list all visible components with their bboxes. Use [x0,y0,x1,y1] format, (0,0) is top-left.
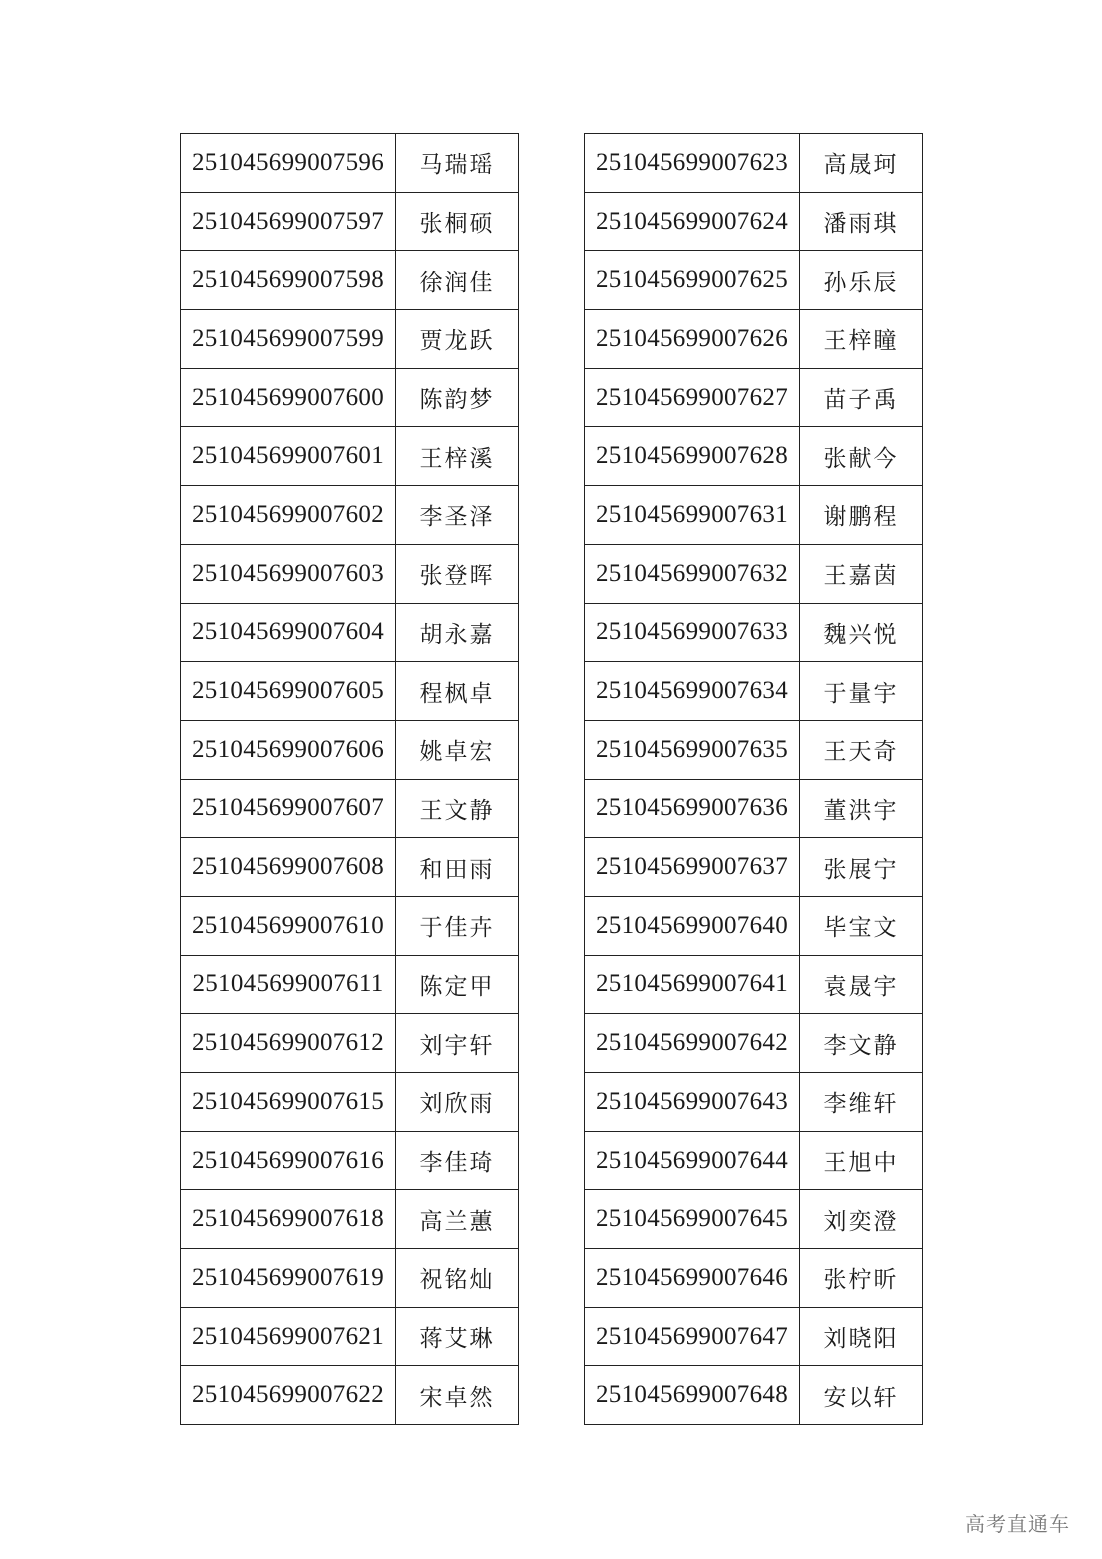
student-name-cell: 马瑞瑶 [396,134,519,193]
student-name-cell: 李圣泽 [396,486,519,545]
table-row [585,896,923,955]
candidate-id-cell: 251045699007597 [181,192,396,251]
candidate-id-cell: 251045699007625 [585,251,800,310]
student-name-cell: 张桐硕 [396,192,519,251]
watermark: 高考直通车 [965,1512,1070,1536]
table-row [181,1307,519,1366]
table-row [585,192,923,251]
student-name-cell: 于量宇 [800,662,923,721]
candidate-id-cell: 251045699007647 [585,1307,800,1366]
student-name-cell: 张献今 [800,427,923,486]
student-name-cell: 李文静 [800,1014,923,1073]
candidate-id-cell: 251045699007618 [181,1190,396,1249]
table-row [181,486,519,545]
student-name-cell: 魏兴悦 [800,603,923,662]
student-name-cell: 刘奕澄 [800,1190,923,1249]
student-name-cell: 潘雨琪 [800,192,923,251]
student-name-cell: 王嘉茵 [800,544,923,603]
student-name-cell: 李维轩 [800,1073,923,1132]
candidate-id-cell: 251045699007627 [585,368,800,427]
table-row [585,1249,923,1308]
candidate-id-cell: 251045699007621 [181,1307,396,1366]
table-row [181,368,519,427]
student-name-cell: 刘晓阳 [800,1307,923,1366]
table-row [181,838,519,897]
student-name-cell: 董洪宇 [800,779,923,838]
student-name-cell: 徐润佳 [396,251,519,310]
table-row [585,368,923,427]
table-row [181,134,519,193]
candidate-id-cell: 251045699007633 [585,603,800,662]
table-row [181,779,519,838]
student-table-left [180,133,519,1425]
candidate-id-cell: 251045699007631 [585,486,800,545]
student-name-cell: 于佳卉 [396,896,519,955]
table-row [585,779,923,838]
student-name-cell: 和田雨 [396,838,519,897]
table-row [181,192,519,251]
student-name-cell: 陈定甲 [396,955,519,1014]
candidate-id-cell: 251045699007641 [585,955,800,1014]
table-row [181,1190,519,1249]
table-row [585,1014,923,1073]
candidate-id-cell: 251045699007605 [181,662,396,721]
student-name-cell: 宋卓然 [396,1366,519,1425]
candidate-id-cell: 251045699007628 [585,427,800,486]
table-row [181,1131,519,1190]
table-row [181,310,519,369]
table-row [585,427,923,486]
table-row [585,544,923,603]
student-name-cell: 张登晖 [396,544,519,603]
candidate-id-cell: 251045699007646 [585,1249,800,1308]
candidate-id-cell: 251045699007623 [585,134,800,193]
table-row [181,427,519,486]
candidate-id-cell: 251045699007644 [585,1131,800,1190]
student-name-cell: 袁晟宇 [800,955,923,1014]
candidate-id-cell: 251045699007643 [585,1073,800,1132]
candidate-id-cell: 251045699007634 [585,662,800,721]
student-name-cell: 程枫卓 [396,662,519,721]
table-row [585,310,923,369]
candidate-id-cell: 251045699007600 [181,368,396,427]
candidate-id-cell: 251045699007645 [585,1190,800,1249]
student-name-cell: 孙乐辰 [800,251,923,310]
candidate-id-cell: 251045699007636 [585,779,800,838]
student-name-cell: 安以轩 [800,1366,923,1425]
candidate-id-cell: 251045699007626 [585,310,800,369]
candidate-id-cell: 251045699007596 [181,134,396,193]
student-name-cell: 刘欣雨 [396,1073,519,1132]
student-name-cell: 王天奇 [800,720,923,779]
student-name-cell: 姚卓宏 [396,720,519,779]
candidate-id-cell: 251045699007632 [585,544,800,603]
student-name-cell: 苗子禹 [800,368,923,427]
student-name-cell: 祝铭灿 [396,1249,519,1308]
table-row [181,544,519,603]
table-row [585,1131,923,1190]
table-row [585,251,923,310]
table-row [181,603,519,662]
student-name-cell: 张柠昕 [800,1249,923,1308]
candidate-id-cell: 251045699007615 [181,1073,396,1132]
student-name-cell: 贾龙跃 [396,310,519,369]
student-name-cell: 谢鹏程 [800,486,923,545]
candidate-id-cell: 251045699007619 [181,1249,396,1308]
student-name-cell: 王梓瞳 [800,310,923,369]
candidate-id-cell: 251045699007607 [181,779,396,838]
student-name-cell: 李佳琦 [396,1131,519,1190]
table-row [181,1073,519,1132]
candidate-id-cell: 251045699007601 [181,427,396,486]
candidate-id-cell: 251045699007637 [585,838,800,897]
candidate-id-cell: 251045699007648 [585,1366,800,1425]
candidate-id-cell: 251045699007610 [181,896,396,955]
student-name-cell: 毕宝文 [800,896,923,955]
student-name-cell: 蒋艾琳 [396,1307,519,1366]
table-row [181,896,519,955]
student-table-right [584,133,923,1425]
table-row [181,662,519,721]
table-row [181,1366,519,1425]
table-row [181,720,519,779]
student-name-cell: 王梓溪 [396,427,519,486]
candidate-id-cell: 251045699007640 [585,896,800,955]
student-name-cell: 王文静 [396,779,519,838]
candidate-id-cell: 251045699007635 [585,720,800,779]
table-row [585,955,923,1014]
student-name-cell: 高兰蕙 [396,1190,519,1249]
table-row [585,1073,923,1132]
candidate-id-cell: 251045699007608 [181,838,396,897]
student-name-cell: 刘宇轩 [396,1014,519,1073]
table-row [585,1366,923,1425]
candidate-id-cell: 251045699007622 [181,1366,396,1425]
table-row [585,838,923,897]
candidate-id-cell: 251045699007602 [181,486,396,545]
table-row [585,720,923,779]
table-row [181,955,519,1014]
student-name-cell: 王旭中 [800,1131,923,1190]
student-name-cell: 张展宁 [800,838,923,897]
table-row [585,603,923,662]
student-name-cell: 高晟珂 [800,134,923,193]
candidate-id-cell: 251045699007612 [181,1014,396,1073]
table-row [585,1190,923,1249]
candidate-id-cell: 251045699007611 [181,955,396,1014]
candidate-id-cell: 251045699007598 [181,251,396,310]
table-row [585,486,923,545]
candidate-id-cell: 251045699007606 [181,720,396,779]
student-name-cell: 胡永嘉 [396,603,519,662]
table-row [585,662,923,721]
candidate-id-cell: 251045699007616 [181,1131,396,1190]
table-row [181,1249,519,1308]
table-row [585,134,923,193]
candidate-id-cell: 251045699007603 [181,544,396,603]
student-name-cell: 陈韵梦 [396,368,519,427]
table-row [181,1014,519,1073]
candidate-id-cell: 251045699007642 [585,1014,800,1073]
candidate-id-cell: 251045699007624 [585,192,800,251]
candidate-id-cell: 251045699007604 [181,603,396,662]
table-row [181,251,519,310]
table-row [585,1307,923,1366]
candidate-id-cell: 251045699007599 [181,310,396,369]
